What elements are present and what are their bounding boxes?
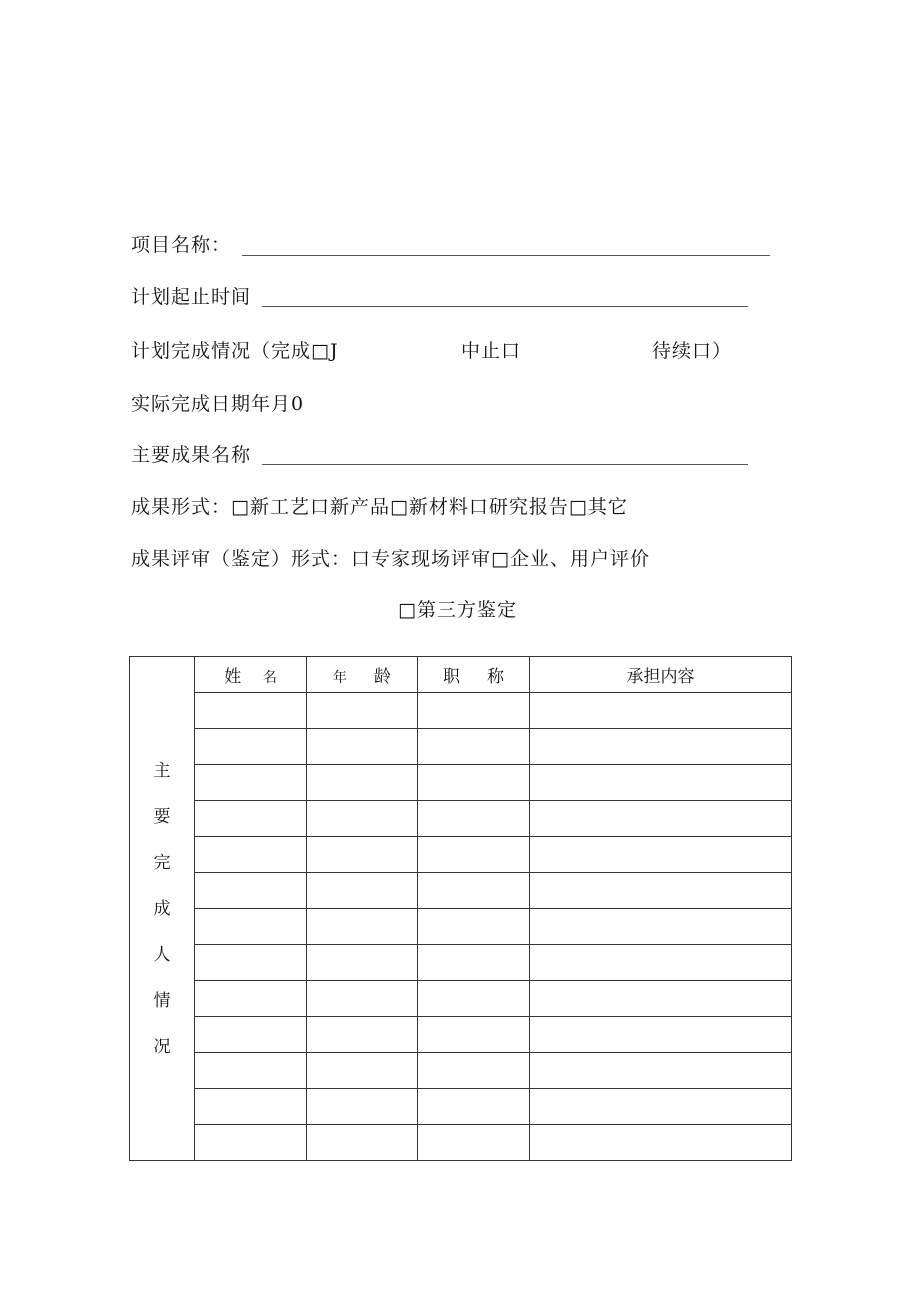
main-result-input[interactable] <box>262 464 748 465</box>
cell-name[interactable] <box>195 981 307 1017</box>
table-row <box>130 837 792 873</box>
cell-title[interactable] <box>418 693 530 729</box>
plan-status-pending-option[interactable]: 待续口） <box>652 340 733 362</box>
cell-age[interactable] <box>307 909 418 945</box>
cell-age[interactable] <box>307 837 418 873</box>
cell-age[interactable] <box>307 1017 418 1053</box>
side-label-char: 主 <box>153 760 171 781</box>
cell-duty[interactable] <box>530 729 792 765</box>
cell-name[interactable] <box>195 729 307 765</box>
cell-duty[interactable] <box>530 801 792 837</box>
cell-duty[interactable] <box>530 837 792 873</box>
review-form-options[interactable]: 成果评审（鉴定）形式：口专家现场评审□企业、用户评价 <box>131 548 650 570</box>
table-row <box>130 1053 792 1089</box>
cell-duty[interactable] <box>530 1089 792 1125</box>
cell-title[interactable] <box>418 1089 530 1125</box>
plan-period-input[interactable] <box>262 306 748 307</box>
cell-age[interactable] <box>307 729 418 765</box>
table-row <box>130 981 792 1017</box>
side-label-char: 况 <box>153 1036 171 1057</box>
cell-title[interactable] <box>418 765 530 801</box>
table-row <box>130 1125 792 1161</box>
cell-duty[interactable] <box>530 981 792 1017</box>
cell-name[interactable] <box>195 1089 307 1125</box>
cell-duty[interactable] <box>530 873 792 909</box>
actual-date-label: 实际完成日期年月0 <box>131 393 305 415</box>
cell-age[interactable] <box>307 1125 418 1161</box>
cell-name[interactable] <box>195 1125 307 1161</box>
cell-title[interactable] <box>418 981 530 1017</box>
table-row <box>130 909 792 945</box>
table-row <box>130 801 792 837</box>
cell-age[interactable] <box>307 945 418 981</box>
cell-title[interactable] <box>418 837 530 873</box>
cell-age[interactable] <box>307 693 418 729</box>
table-row <box>130 1017 792 1053</box>
table-row <box>130 945 792 981</box>
cell-age[interactable] <box>307 801 418 837</box>
cell-duty[interactable] <box>530 945 792 981</box>
side-label-char: 完 <box>153 852 171 873</box>
cell-age[interactable] <box>307 981 418 1017</box>
project-name-label: 项目名称： <box>131 234 232 256</box>
cell-name[interactable] <box>195 873 307 909</box>
main-result-label: 主要成果名称 <box>131 444 252 466</box>
table-row <box>130 873 792 909</box>
side-label-char: 成 <box>153 898 171 919</box>
cell-age[interactable] <box>307 1053 418 1089</box>
cell-duty[interactable] <box>530 1125 792 1161</box>
cell-name[interactable] <box>195 1017 307 1053</box>
cell-title[interactable] <box>418 801 530 837</box>
cell-name[interactable] <box>195 693 307 729</box>
cell-age[interactable] <box>307 873 418 909</box>
cell-name[interactable] <box>195 837 307 873</box>
side-label-char: 要 <box>153 806 171 827</box>
header-name: 姓 名 <box>195 657 307 693</box>
table-row <box>130 1089 792 1125</box>
header-title: 职 称 <box>418 657 530 693</box>
table-row <box>130 729 792 765</box>
side-label-char: 人 <box>153 944 171 965</box>
review-form-third-party[interactable]: □第三方鉴定 <box>398 599 517 621</box>
cell-duty[interactable] <box>530 765 792 801</box>
side-label <box>130 657 195 1161</box>
main-contributors-table <box>129 656 792 1161</box>
cell-title[interactable] <box>418 729 530 765</box>
project-name-input[interactable] <box>242 255 770 256</box>
side-label-char: 情 <box>153 990 171 1011</box>
cell-duty[interactable] <box>530 909 792 945</box>
cell-age[interactable] <box>307 1089 418 1125</box>
cell-age[interactable] <box>307 765 418 801</box>
cell-name[interactable] <box>195 1053 307 1089</box>
cell-duty[interactable] <box>530 1053 792 1089</box>
cell-name[interactable] <box>195 945 307 981</box>
cell-name[interactable] <box>195 801 307 837</box>
cell-duty[interactable] <box>530 693 792 729</box>
table-row <box>130 693 792 729</box>
table-row <box>130 765 792 801</box>
cell-name[interactable] <box>195 909 307 945</box>
cell-title[interactable] <box>418 909 530 945</box>
cell-title[interactable] <box>418 1017 530 1053</box>
result-form-options[interactable]: 成果形式：□新工艺口新产品□新材料口研究报告□其它 <box>131 496 628 518</box>
cell-title[interactable] <box>418 1053 530 1089</box>
header-age: 年 龄 <box>307 657 418 693</box>
cell-title[interactable] <box>418 873 530 909</box>
cell-title[interactable] <box>418 1125 530 1161</box>
table-header-row <box>130 657 792 693</box>
cell-title[interactable] <box>418 945 530 981</box>
cell-duty[interactable] <box>530 1017 792 1053</box>
cell-name[interactable] <box>195 765 307 801</box>
plan-status-suspend-option[interactable]: 中止口 <box>461 340 522 362</box>
plan-period-label: 计划起止时间 <box>131 286 252 308</box>
plan-status-label: 计划完成情况（完成□J <box>131 340 339 362</box>
header-duty: 承担内容 <box>530 657 792 693</box>
